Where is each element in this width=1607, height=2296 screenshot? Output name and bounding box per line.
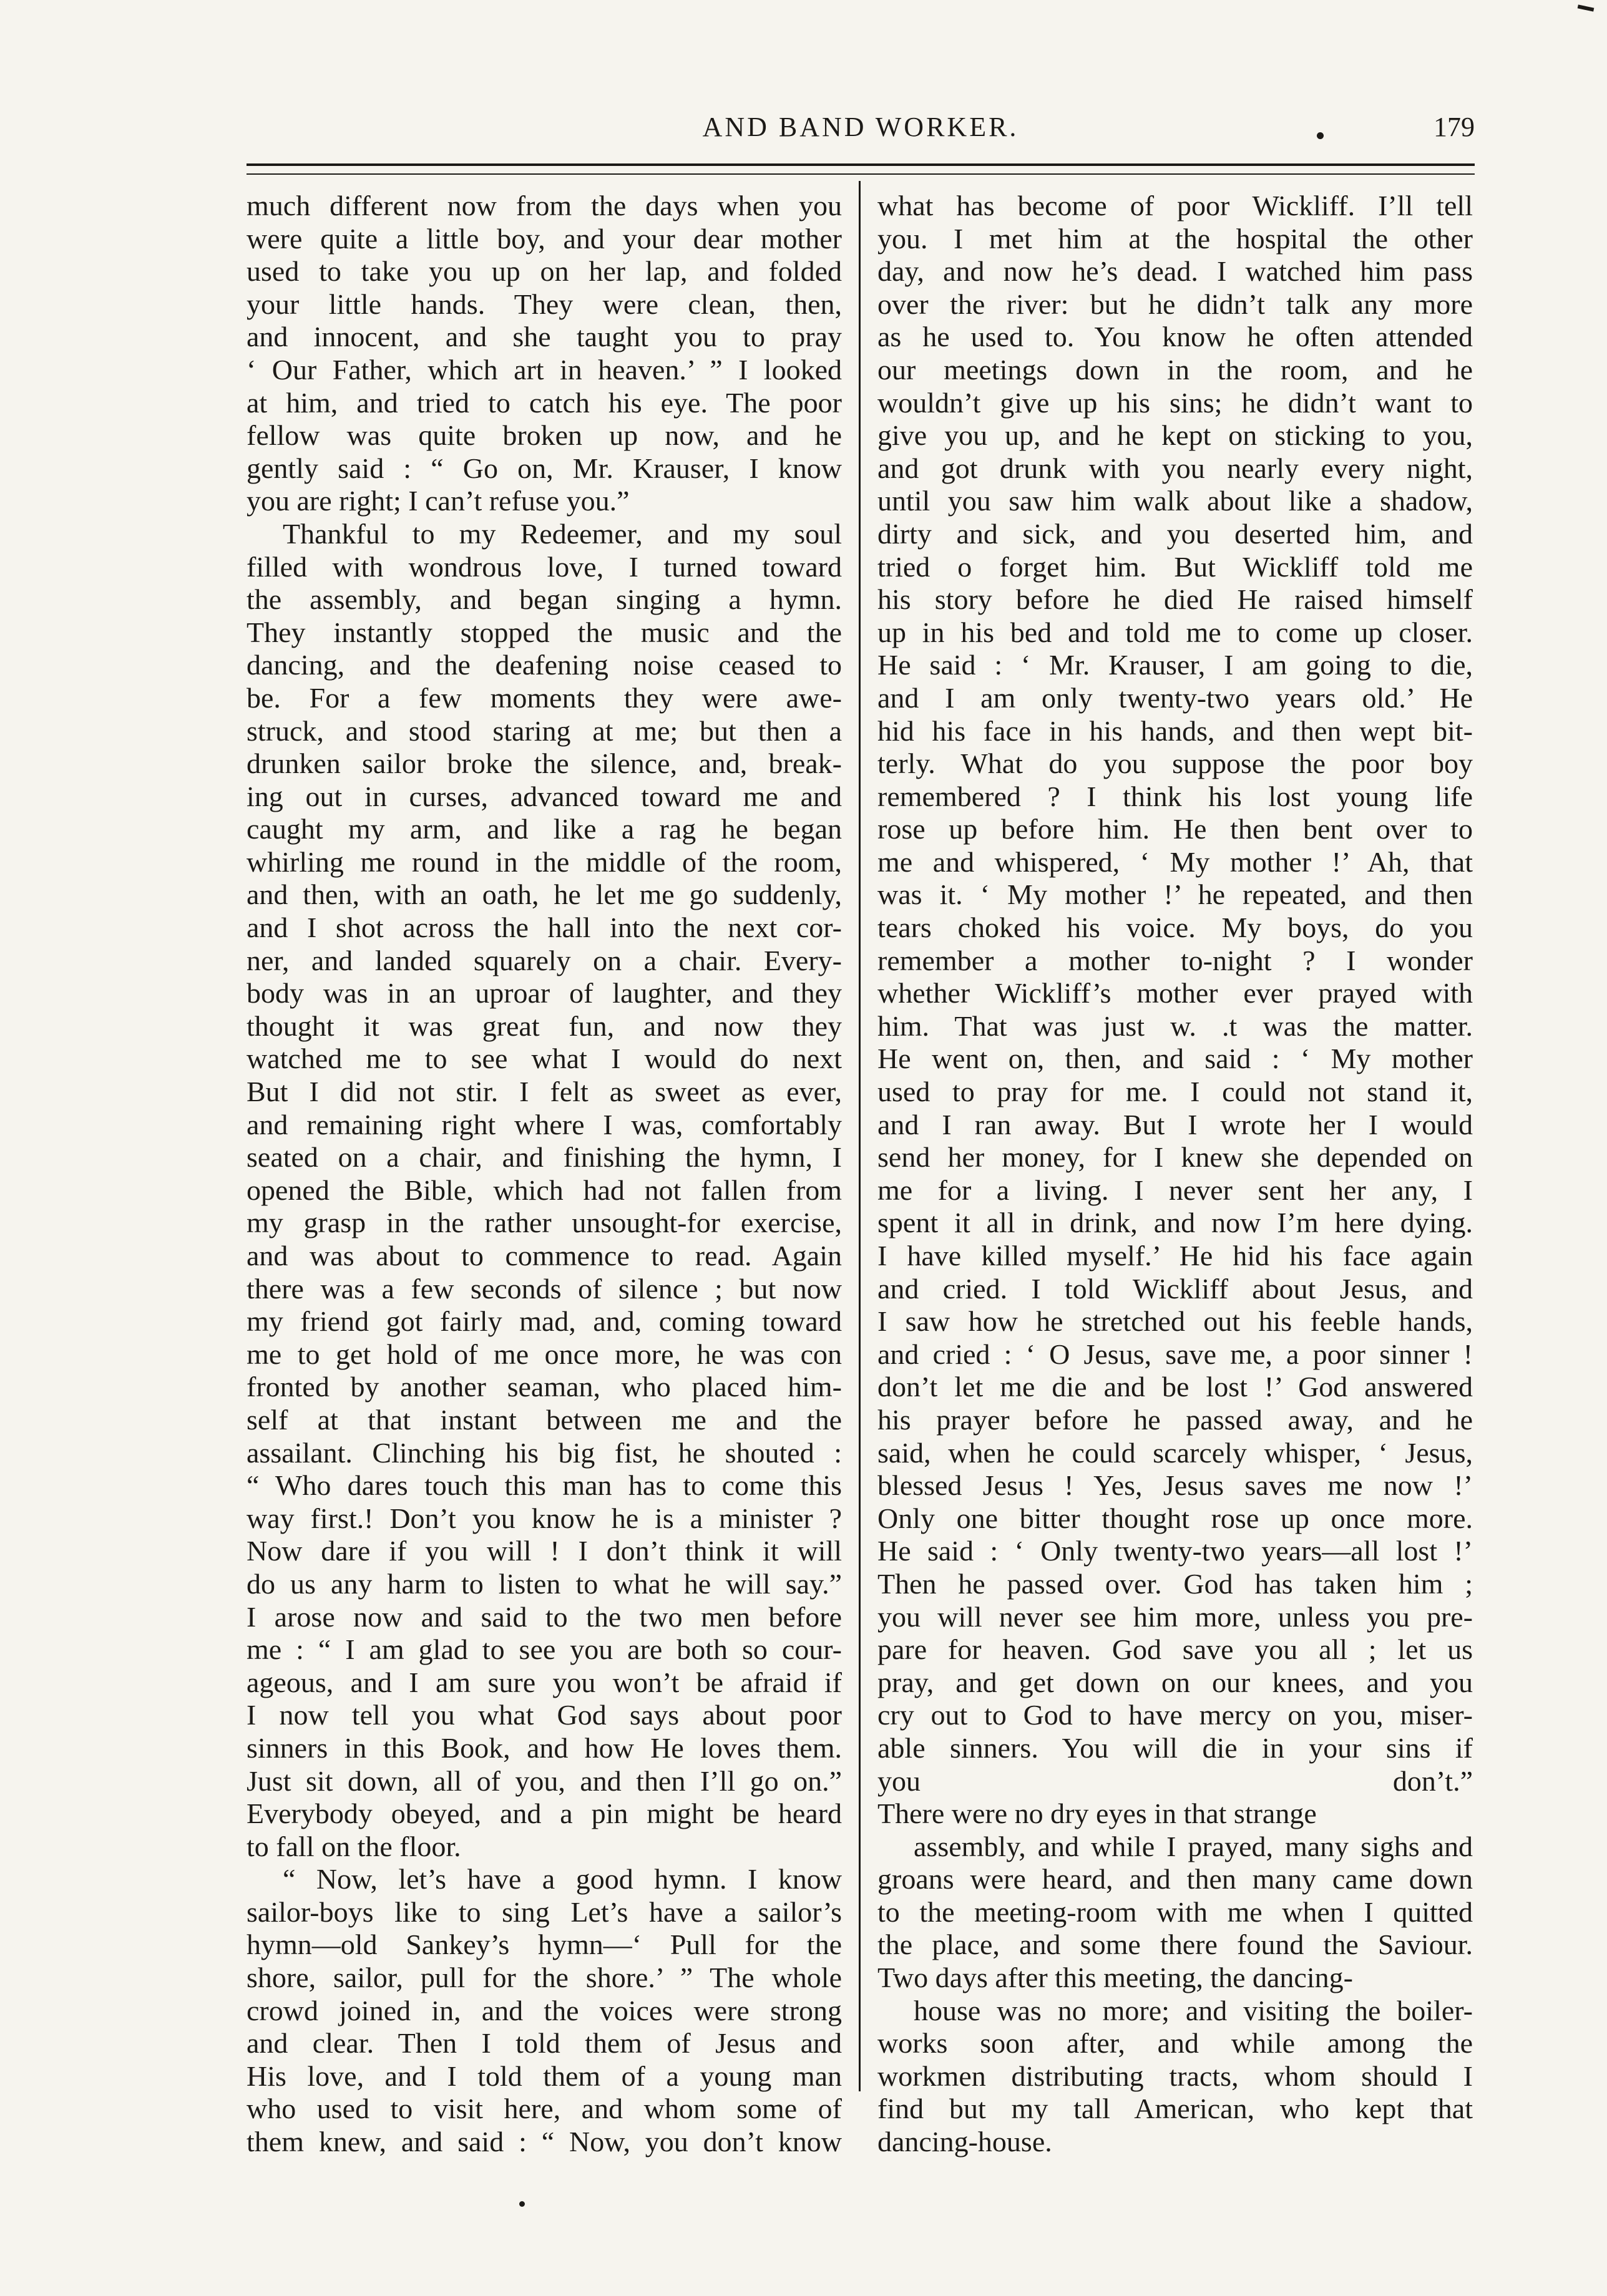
text-line: There were no dry eyes in that strange: [877, 1797, 1317, 1830]
left-text-column: [247, 190, 842, 2159]
text-line: our meetings down in the room, and he: [877, 353, 1473, 386]
header-rule-thin: [247, 173, 1475, 175]
text-line: up in his bed and told me to come up closer.: [877, 616, 1473, 648]
text-line: I have killed myself.’ He hid his face again: [877, 1240, 1473, 1272]
text-line: and remaining right where I was, comfortably: [247, 1108, 842, 1141]
running-head: AND BAND WORKER.: [702, 112, 1019, 142]
text-line: He said : ‘ Mr. Krauser, I am going to die,: [877, 649, 1473, 681]
text-line: Just sit down, all of you, and then I’ll go on.”: [247, 1764, 842, 1797]
text-line: “ Who dares touch this man has to come this: [247, 1469, 842, 1502]
header-rule-thick: [247, 163, 1475, 166]
text-line: and got drunk with you nearly every night,: [877, 452, 1473, 484]
text-line: was it. ‘ My mother !’ he repeated, and then: [877, 878, 1473, 911]
text-line: rose up before him. He then bent over to: [877, 813, 1473, 845]
text-line: and cried : ‘ O Jesus, save me, a poor sinner !: [877, 1338, 1473, 1370]
page-number: 179: [1434, 112, 1475, 142]
text-line: me : “ I am glad to see you are both so cour-: [247, 1633, 842, 1666]
column-divider: [859, 181, 861, 2091]
text-line: until you saw him walk about like a shadow,: [877, 485, 1473, 517]
corner-scan-mark: [1578, 4, 1595, 11]
text-line: assembly, and while I prayed, many sighs and: [914, 1830, 1473, 1862]
text-line: assailant. Clinching his big fist, he shouted :: [247, 1436, 842, 1469]
text-line: said, when he could scarcely whisper, ‘ Jesus,: [877, 1436, 1473, 1469]
text-line: Then he passed over. God has taken him ;: [877, 1567, 1473, 1600]
text-line: tried o forget him. But Wickliff told me: [877, 550, 1473, 583]
text-line: They instantly stopped the music and the: [247, 616, 842, 648]
text-line: I saw how he stretched out his feeble hands,: [877, 1305, 1473, 1338]
text-line: and I shot across the hall into the next cor-: [247, 912, 842, 944]
text-line: But I did not stir. I felt as sweet as ever,: [247, 1076, 842, 1108]
text-line: and cried. I told Wickliff about Jesus, and: [877, 1272, 1473, 1305]
text-line: struck, and stood staring at me; but then a: [247, 714, 842, 747]
text-line: your little hands. They were clean, then,: [247, 288, 842, 320]
text-line: and clear. Then I told them of Jesus and: [247, 2027, 842, 2060]
text-line: His love, and I told them of a young man: [247, 2060, 842, 2092]
text-line: sinners in this Book, and how He loves them.: [247, 1731, 842, 1764]
text-line: them knew, and said : “ Now, you don’t know: [247, 2126, 842, 2158]
text-line: way first.! Don’t you know he is a minister ?: [247, 1502, 842, 1534]
text-line: caught my arm, and like a rag he began: [247, 813, 842, 845]
text-line: filled with wondrous love, I turned toward: [247, 550, 842, 583]
text-line: do us any harm to listen to what he will say.”: [247, 1567, 842, 1600]
text-line: and I am only twenty-two years old.’ He: [877, 681, 1473, 714]
text-line: much different now from the days when you: [247, 190, 842, 221]
text-line: his story before he died He raised himself: [877, 583, 1473, 616]
text-line: used to pray for me. I could not stand it,: [877, 1076, 1473, 1108]
text-line: whether Wickliff’s mother ever prayed with: [877, 977, 1473, 1009]
text-line: blessed Jesus ! Yes, Jesus saves me now !’: [877, 1469, 1473, 1502]
text-line: fronted by another seaman, who placed him-: [247, 1371, 842, 1403]
text-line: ageous, and I am sure you won’t be afraid if: [247, 1666, 842, 1698]
text-line: drunken sailor broke the silence, and, break-: [247, 747, 842, 780]
text-line: spent it all in drink, and now I’m here dying.: [877, 1207, 1473, 1239]
text-line: workmen distributing tracts, whom should I: [877, 2060, 1473, 2092]
text-line: ‘ Our Father, which art in heaven.’ ” I looked: [247, 353, 842, 386]
text-line: what has become of poor Wickliff. I’ll tell: [877, 190, 1473, 221]
text-line: at him, and tried to catch his eye. The poor: [247, 386, 842, 419]
text-line: remembered ? I think his lost young life: [877, 780, 1473, 812]
text-line: me for a living. I never sent her any, I: [877, 1174, 1473, 1206]
text-line: day, and now he’s dead. I watched him pass: [877, 255, 1473, 288]
text-line: dancing, and the deafening noise ceased to: [247, 649, 842, 681]
text-line: you. I met him at the hospital the other: [877, 222, 1473, 255]
text-line: “ Now, let’s have a good hymn. I know: [283, 1863, 842, 1895]
text-line: I now tell you what God says about poor: [247, 1699, 842, 1731]
text-line: Everybody obeyed, and a pin might be heard: [247, 1797, 842, 1830]
text-line: thought it was great fun, and now they: [247, 1009, 842, 1042]
text-line: over the river: but he didn’t talk any more: [877, 288, 1473, 320]
text-line: my grasp in the rather unsought-for exercise,: [247, 1207, 842, 1239]
text-line: me and whispered, ‘ My mother !’ Ah, that: [877, 845, 1473, 878]
text-line: Now dare if you will ! I don’t think it will: [247, 1535, 842, 1567]
text-line: and innocent, and she taught you to pray: [247, 321, 842, 353]
text-line: the place, and some there found the Saviour.: [877, 1929, 1473, 1961]
page-header: [247, 111, 1475, 155]
text-line: crowd joined in, and the voices were strong: [247, 1994, 842, 2026]
right-text-column: [877, 190, 1473, 2159]
text-line: were quite a little boy, and your dear mother: [247, 222, 842, 255]
text-line: to the meeting-room with me when I quitted: [877, 1895, 1473, 1928]
text-line: hid his face in his hands, and then wept bit-: [877, 714, 1473, 747]
text-line: be. For a few moments they were awe-: [247, 681, 842, 714]
text-line: him. That was just w. .t was the matter.: [877, 1009, 1473, 1042]
text-line: sailor-boys like to sing Let’s have a sailor’s: [247, 1895, 842, 1928]
text-line: groans were heard, and then many came down: [877, 1863, 1473, 1895]
text-line: give you up, and he kept on sticking to you,: [877, 419, 1473, 452]
text-line: who used to visit here, and whom some of: [247, 2093, 842, 2125]
text-line: his prayer before he passed away, and he: [877, 1403, 1473, 1436]
footer-dot: [519, 2201, 525, 2207]
text-line: watched me to see what I would do next: [247, 1043, 842, 1075]
text-line: He said : ‘ Only twenty-two years—all lost !’: [877, 1535, 1473, 1567]
text-line: pray, and get down on our knees, and you: [877, 1666, 1473, 1698]
text-line: opened the Bible, which had not fallen from: [247, 1174, 842, 1206]
text-line: terly. What do you suppose the poor boy: [877, 747, 1473, 780]
text-line: remember a mother to-night ? I wonder: [877, 944, 1473, 976]
text-line: house was no more; and visiting the boiler-: [914, 1994, 1473, 2026]
text-line: cry out to God to have mercy on you, miser-: [877, 1699, 1473, 1731]
text-line: body was in an uproar of laughter, and they: [247, 977, 842, 1009]
text-line: dirty and sick, and you deserted him, and: [877, 517, 1473, 550]
text-line: dancing-house.: [877, 2126, 1052, 2158]
text-line: ner, and landed squarely on a chair. Every-: [247, 944, 842, 976]
text-line: and was about to commence to read. Again: [247, 1240, 842, 1272]
text-line: to fall on the floor.: [247, 1830, 461, 1862]
text-line: and I ran away. But I wrote her I would: [877, 1108, 1473, 1141]
text-line: don’t let me die and be lost !’ God answered: [877, 1371, 1473, 1403]
text-line: you will never see him more, unless you pre-: [877, 1600, 1473, 1633]
text-line: I arose now and said to the two men before: [247, 1600, 842, 1633]
text-line: wouldn’t give up his sins; he didn’t want to: [877, 386, 1473, 419]
text-line: tears choked his voice. My boys, do you: [877, 912, 1473, 944]
text-line: Only one bitter thought rose up once more.: [877, 1502, 1473, 1534]
text-line: hymn—old Sankey’s hymn—‘ Pull for the: [247, 1929, 842, 1961]
text-line: you are right; I can’t refuse you.”: [247, 485, 630, 517]
text-line: the assembly, and began singing a hymn.: [247, 583, 842, 616]
text-line: send her money, for I knew she depended on: [877, 1141, 1473, 1174]
text-line: my friend got fairly mad, and, coming toward: [247, 1305, 842, 1338]
text-line: self at that instant between me and the: [247, 1403, 842, 1436]
text-line: Thankful to my Redeemer, and my soul: [283, 517, 842, 550]
text-line: works soon after, and while among the: [877, 2027, 1473, 2060]
header-dot: [1317, 132, 1324, 139]
text-line: shore, sailor, pull for the shore.’ ” The whole: [247, 1962, 842, 1994]
text-line: find but my tall American, who kept that: [877, 2093, 1473, 2125]
text-line: as he used to. You know he often attended: [877, 321, 1473, 353]
text-line: gently said : “ Go on, Mr. Krauser, I know: [247, 452, 842, 484]
text-line: pare for heaven. God save you all ; let us: [877, 1633, 1473, 1666]
text-line: able sinners. You will die in your sins if: [877, 1731, 1473, 1764]
text-line: and then, with an oath, he let me go suddenly,: [247, 878, 842, 911]
text-line: Two days after this meeting, the dancing-: [877, 1962, 1353, 1994]
text-line: whirling me round in the middle of the room,: [247, 845, 842, 878]
text-line: there was a few seconds of silence ; but now: [247, 1272, 842, 1305]
text-line: you don’t.”: [877, 1764, 1473, 1797]
text-line: seated on a chair, and finishing the hymn, I: [247, 1141, 842, 1174]
text-line: He went on, then, and said : ‘ My mother: [877, 1043, 1473, 1075]
text-line: me to get hold of me once more, he was con: [247, 1338, 842, 1370]
text-line: ing out in curses, advanced toward me and: [247, 780, 842, 812]
text-line: fellow was quite broken up now, and he: [247, 419, 842, 452]
text-line: used to take you up on her lap, and folded: [247, 255, 842, 288]
